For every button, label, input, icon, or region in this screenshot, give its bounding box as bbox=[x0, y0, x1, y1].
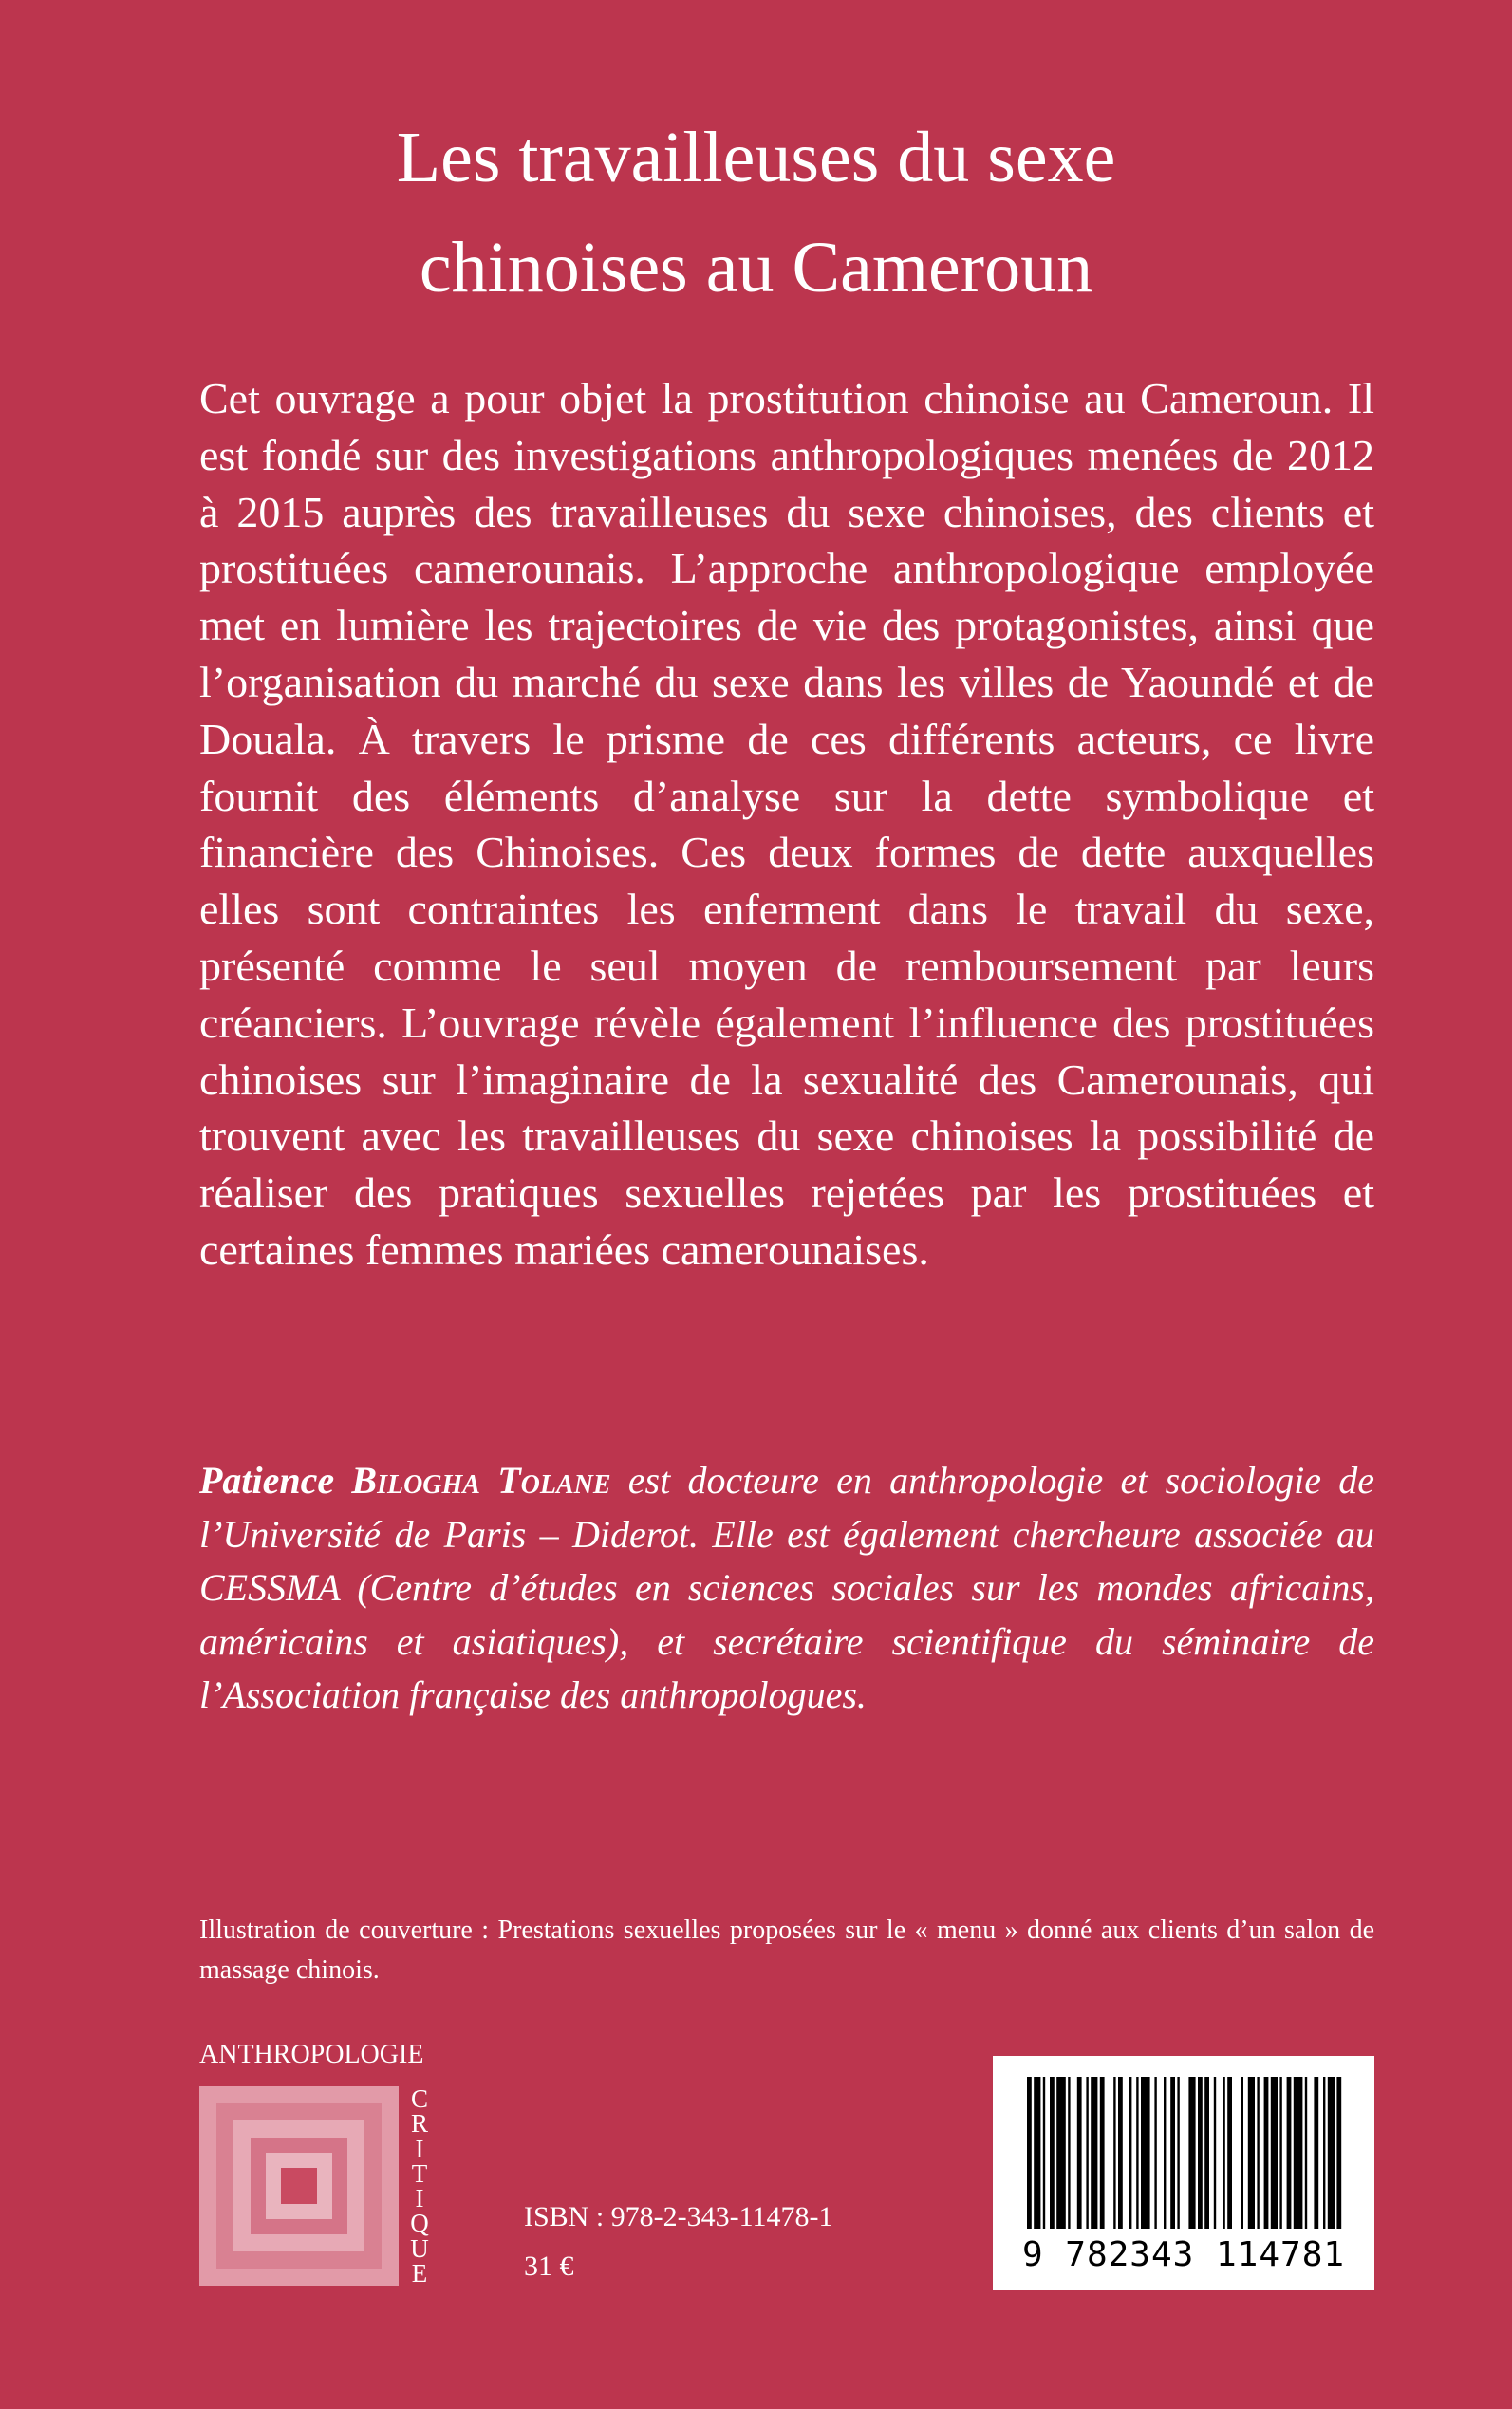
barcode-bar bbox=[1164, 2077, 1166, 2229]
barcode-bar bbox=[1305, 2077, 1307, 2229]
barcode-bar bbox=[1136, 2077, 1138, 2229]
barcode-bar bbox=[1271, 2077, 1278, 2229]
barcode-bar bbox=[1294, 2077, 1303, 2229]
barcode-bar bbox=[1129, 2077, 1131, 2229]
vertical-letter: I bbox=[415, 2134, 424, 2163]
book-title-line-2: chinoises au Cameroun bbox=[419, 228, 1093, 308]
barcode-number: 9 782343 114781 bbox=[1021, 2235, 1346, 2274]
barcode-bar bbox=[1328, 2077, 1335, 2229]
barcode-bar bbox=[1264, 2077, 1269, 2229]
barcode-bar bbox=[1050, 2077, 1055, 2229]
barcode-bar bbox=[1223, 2077, 1224, 2229]
barcode-bar bbox=[1227, 2077, 1232, 2229]
barcode-bar bbox=[1177, 2077, 1179, 2229]
collection-name: ANTHROPOLOGIE bbox=[199, 2040, 424, 2069]
vertical-letter: I bbox=[415, 2184, 424, 2213]
barcode-bar bbox=[1034, 2077, 1040, 2229]
barcode-bar bbox=[1214, 2077, 1216, 2229]
barcode-bar bbox=[1204, 2077, 1209, 2229]
author-bio bbox=[199, 1454, 1374, 1723]
barcode-bar bbox=[1086, 2077, 1088, 2229]
barcode-bar bbox=[1248, 2077, 1255, 2229]
vertical-letter: Q bbox=[410, 2209, 429, 2238]
barcode-bar bbox=[1198, 2077, 1203, 2229]
barcode-bar bbox=[1241, 2077, 1243, 2229]
collection-logo bbox=[199, 2086, 399, 2286]
barcode-bar bbox=[1314, 2077, 1318, 2229]
author-name bbox=[199, 1459, 611, 1502]
synopsis-paragraph: Cet ouvrage a pour objet la prostitution chinoise au Cameroun. Il est fondé sur des investigations anthropologiques menées de 2012 à 2015 auprès des travailleuses du sexe chinoises, des clients et prostituées camerounais. L’approche anthropologique employée met en lumière les trajectoires de vie des protagonistes, ainsi que l’organisation du marché du sexe dans les villes de Yaoundé et de Douala. À travers le prisme de ces différents acteurs, ce livre fournit des éléments d’analyse sur la dette symbolique et financière des Chinoises. Ces deux formes de dette auxquelles elles sont contraintes les enferment dans le travail du sexe, présenté comme le seul moyen de remboursement par leurs créanciers. L’ouvrage révèle également l’influence des prostituées chinoises sur l’imaginaire de la sexualité des Camerounais, qui trouvent avec les travailleuses du sexe chinoises la possibilité de réaliser des pratiques sexuelles rejetées par les prostituées et certaines femmes mariées camerounaises. bbox=[199, 374, 1374, 1274]
illustration-credit: Illustration de couverture : Prestations sexuelles proposées sur le « menu » donné aux clients d’un salon de massage chinois. bbox=[199, 1915, 1374, 1985]
vertical-letter: T bbox=[411, 2158, 428, 2188]
author-last-name: Bilogha Tolane bbox=[351, 1459, 611, 1502]
vertical-letter: U bbox=[410, 2233, 429, 2263]
vertical-letter: E bbox=[411, 2259, 428, 2288]
barcode-bar bbox=[1287, 2077, 1292, 2229]
vertical-letter: C bbox=[410, 2084, 428, 2113]
vertical-letter: R bbox=[410, 2109, 428, 2138]
barcode-bar bbox=[1043, 2077, 1045, 2229]
author-bio-text: est docteure en anthropologie et sociologie de l’Université de Paris – Diderot. Elle est également chercheure associée au CESSMA (Centre d’études en sciences sociales sur les mondes africains, américains et asiatiques), et secrétaire scientifique du séminaire de l’Association française des anthropologues. bbox=[199, 1459, 1375, 1716]
barcode-bar bbox=[1257, 2077, 1259, 2229]
barcode-bar bbox=[1068, 2077, 1070, 2229]
barcode-bar bbox=[1141, 2077, 1150, 2229]
book-title bbox=[0, 103, 1512, 323]
barcode-bars bbox=[993, 2056, 1374, 2236]
barcode-bar bbox=[1188, 2077, 1195, 2229]
barcode bbox=[993, 2056, 1374, 2290]
barcode-bar bbox=[1118, 2077, 1123, 2229]
barcode-bar bbox=[1056, 2077, 1066, 2229]
book-title-line-1: Les travailleuses du sexe bbox=[396, 118, 1116, 197]
barcode-bar bbox=[1113, 2077, 1115, 2229]
barcode-bar bbox=[1100, 2077, 1105, 2229]
barcode-bar bbox=[1336, 2077, 1341, 2229]
barcode-bar bbox=[1091, 2077, 1097, 2229]
barcode-bar bbox=[1027, 2077, 1032, 2229]
isbn: ISBN : 978-2-343-11478-1 bbox=[524, 2201, 833, 2232]
collection-vertical-word bbox=[408, 2086, 431, 2286]
author-first-name: Patience bbox=[199, 1459, 335, 1502]
barcode-bar bbox=[1154, 2077, 1156, 2229]
barcode-bar bbox=[1170, 2077, 1175, 2229]
barcode-bar bbox=[1323, 2077, 1325, 2229]
price: 31 € bbox=[524, 2250, 574, 2282]
barcode-bar bbox=[1077, 2077, 1082, 2229]
barcode-bar bbox=[1279, 2077, 1281, 2229]
